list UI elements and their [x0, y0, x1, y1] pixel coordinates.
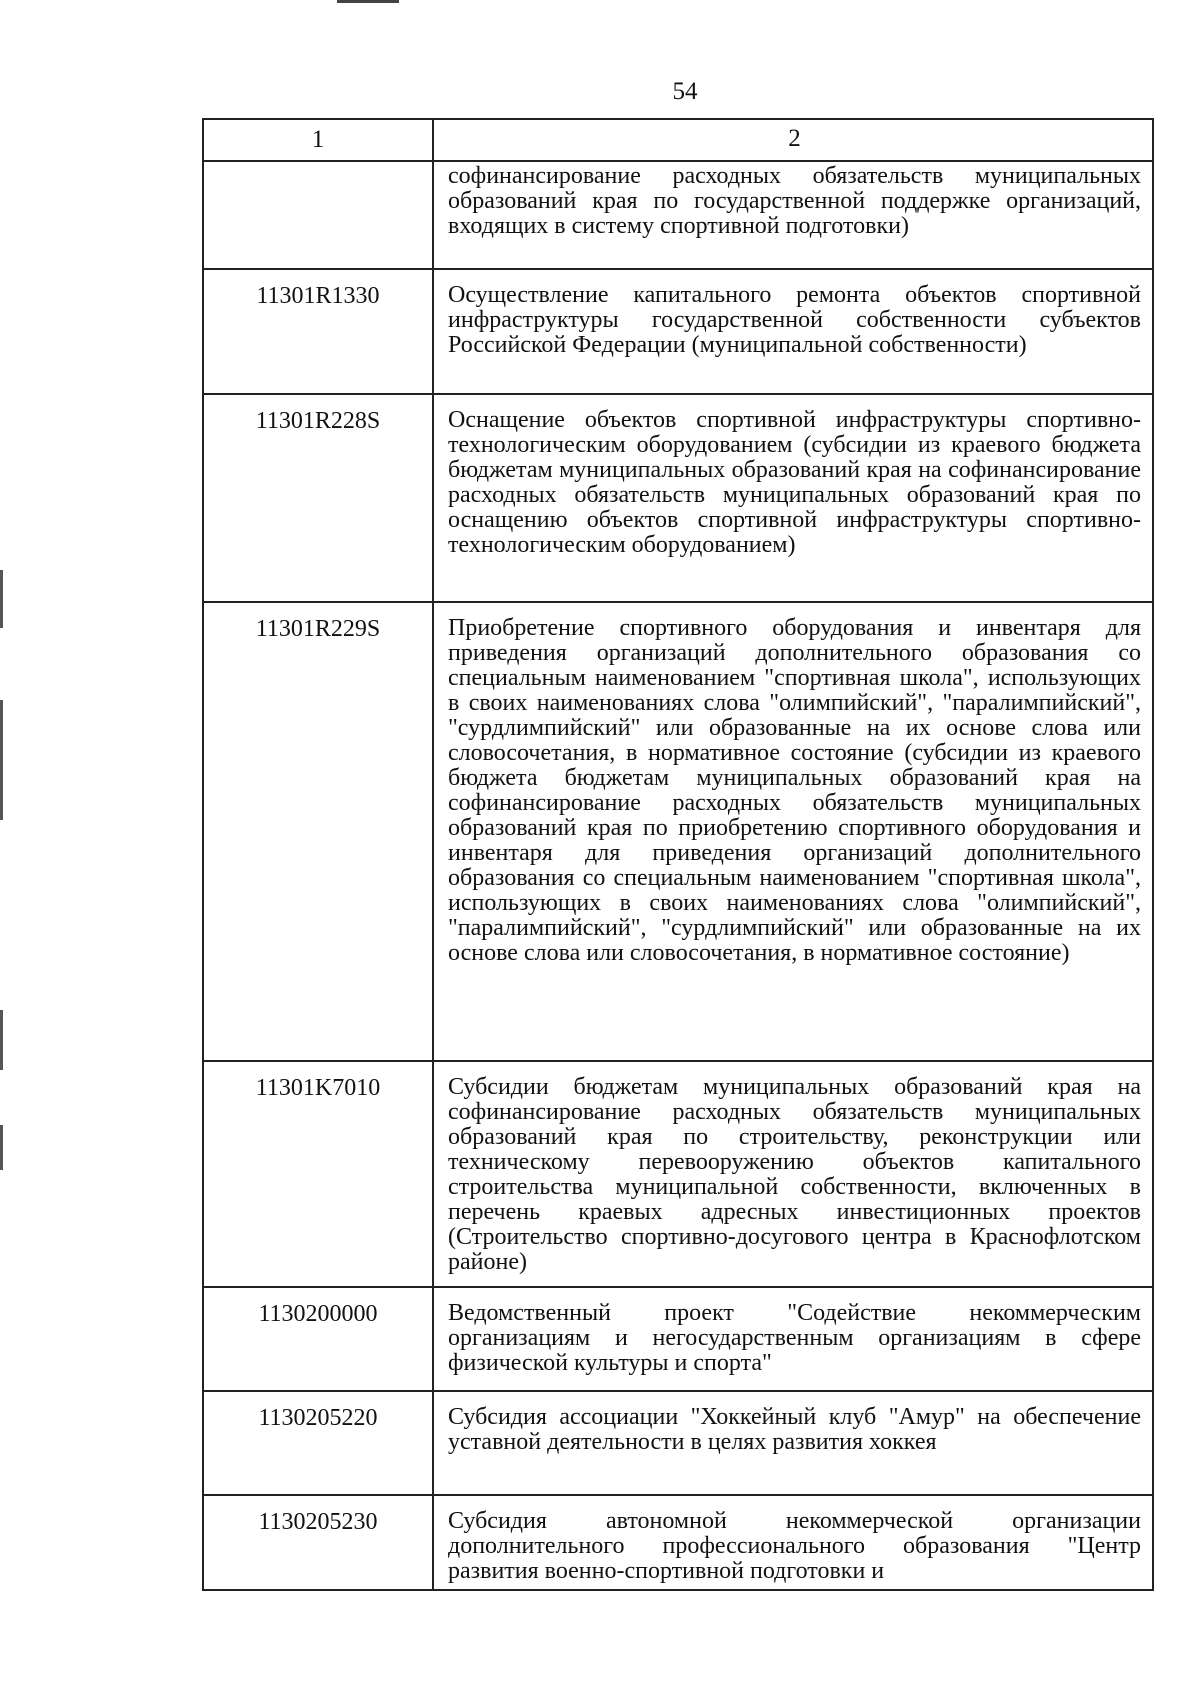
table-row	[204, 1392, 1152, 1496]
scan-margin-mark	[0, 570, 3, 628]
scan-margin-mark	[0, 700, 3, 820]
row-code: 1130205230	[204, 1496, 434, 1589]
column-header-2: 2	[788, 125, 801, 152]
row-code: 1130200000	[204, 1288, 434, 1390]
budget-codes-table	[202, 118, 1154, 1591]
row-code: 11301R228S	[204, 395, 434, 601]
row-description: Ведомственный проект "Содействие некоммерческим организациям и негосударственным организациям в сфере физической культуры и спорта"	[448, 1300, 1141, 1376]
table-row	[204, 162, 1152, 270]
scan-margin-mark	[0, 1125, 3, 1170]
row-description: Осуществление капитального ремонта объектов спортивной инфраструктуры государственной собственности субъектов Российской Федерации (муниципальной собственности)	[448, 282, 1141, 358]
row-description: Субсидия ассоциации "Хоккейный клуб "Амур" на обеспечение уставной деятельности в целях развития хоккея	[448, 1404, 1141, 1455]
row-code: 11301R1330	[204, 270, 434, 393]
row-code: 1130205220	[204, 1392, 434, 1494]
page-number: 54	[672, 78, 698, 105]
row-code	[204, 162, 434, 268]
table-row	[204, 1288, 1152, 1392]
scan-margin-mark	[0, 1010, 3, 1070]
row-description: Оснащение объектов спортивной инфраструктуры спортивно-технологическим оборудованием (субсидии из краевого бюджета бюджетам муниципальных образований края на софинансирование расходных обязательств муниципальных образований края по оснащению объектов спортивной инфраструктуры спортивно-технологическим оборудованием)	[448, 407, 1141, 558]
column-header-1: 1	[204, 120, 434, 160]
table-row	[204, 1062, 1152, 1288]
row-code: 11301K7010	[204, 1062, 434, 1286]
scan-top-mark	[337, 0, 399, 3]
row-description: софинансирование расходных обязательств муниципальных образований края по государственной поддержке организаций, входящих в систему спортивной подготовки)	[448, 163, 1141, 239]
row-description: Субсидия автономной некоммерческой организации дополнительного профессионального образования "Центр развития военно-спортивной подготовки и	[448, 1508, 1141, 1584]
row-code: 11301R229S	[204, 603, 434, 1060]
table-header-row	[204, 120, 1152, 162]
row-description: Приобретение спортивного оборудования и инвентаря для приведения организаций дополнительного образования со специальным наименованием "спортивная школа", использующих в своих наименованиях слова "олимпийский", "паралимпийский", "сурдлимпийский" или образованные на их основе слова или словосочетания, в нормативное состояние (субсидии из краевого бюджета бюджетам муниципальных образований края на софинансирование расходных обязательств муниципальных образований края по приобретению спортивного оборудования и инвентаря для приведения организаций дополнительного образования со специальным наименованием "спортивная школа", использующих в своих наименованиях слова "олимпийский", "паралимпийский", "сурдлимпийский" или образованные на их основе слова или словосочетания, в нормативное состояние)	[448, 615, 1141, 966]
table-row	[204, 1496, 1152, 1591]
row-description: Субсидии бюджетам муниципальных образований края на софинансирование расходных обязательств муниципальных образований края по строительству, реконструкции или техническому перевооружению объектов капитального строительства муниципальной собственности, включенных в перечень краевых адресных инвестиционных проектов (Строительство спортивно-досугового центра в Краснофлотском районе)	[448, 1074, 1141, 1275]
table-row	[204, 603, 1152, 1062]
table-row	[204, 395, 1152, 603]
table-row	[204, 270, 1152, 395]
